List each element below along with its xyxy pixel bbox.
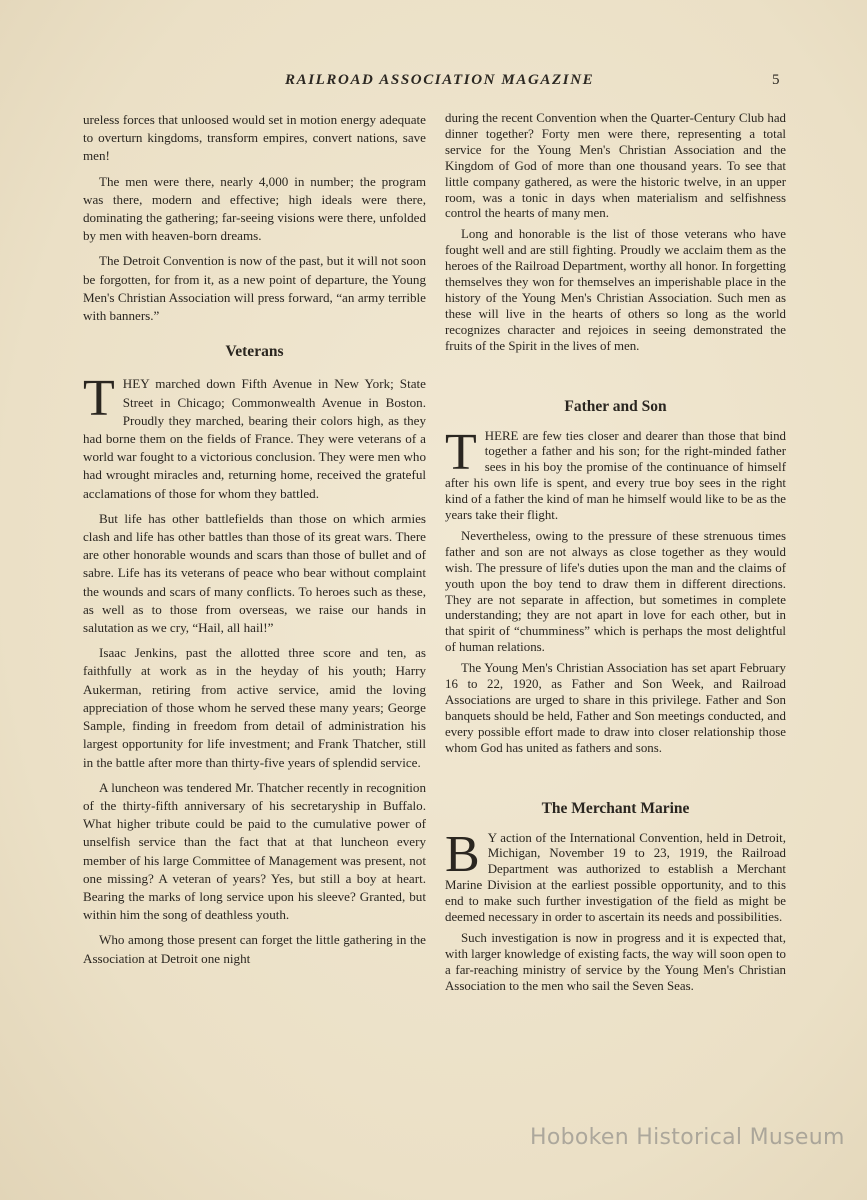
- right-column: [445, 111, 786, 1000]
- museum-watermark: Hoboken Historical Museum: [530, 1125, 845, 1150]
- veterans-opening-paragraph: [83, 370, 426, 502]
- page-number: 5: [772, 72, 780, 88]
- paragraph: ureless forces that unloosed would set in motion energy adequate to overturn kingdoms, transform empires, convert nations, save men!: [83, 112, 426, 164]
- paragraph: The Young Men's Christian Association has set apart February 16 to 22, 1920, as Father and Son Week, and Railroad Associations are urged to share in this privilege. Father and Son banquets should be held, Father and Son meetings conducted, and every possible effort made to draw into closer relationship those whom God has united as fathers and sons.: [445, 661, 786, 755]
- paragraph: Who among those present can forget the little gathering in the Association at Detroit one night: [83, 932, 426, 966]
- paragraph: Isaac Jenkins, past the allotted three score and ten, as faithfully at work as in the heyday of his youth; Harry Aukerman, retiring from active service, amid the loving appreciation of those whom he served these many years; George Sample, finding in freedom from detail of administration his largest opportunity for life investment; and Frank Thatcher, still in the battle after more than thirty-five years of splendid service.: [83, 645, 426, 770]
- paragraph-text: Y action of the International Convention, held in Detroit, Michigan, November 19 to 23, 1919, the Railroad Department was authorized to establish a Merchant Marine Division at the earliest possible opportunity, and to this end to make such further investigation of the field as might be deemed necessary in order to ascertain its needs and possibilities.: [445, 830, 786, 925]
- magazine-title: RAILROAD ASSOCIATION MAGAZINE: [285, 72, 595, 88]
- paragraph: Such investigation is now in progress and it is expected that, with larger knowledge of existing facts, the way will soon open to a far-reaching ministry of service by the Young Men's Christian Association to the men who sail the Seven Seas.: [445, 930, 786, 993]
- left-column: [83, 111, 426, 975]
- father-and-son-opening-paragraph: [445, 423, 786, 524]
- paragraph-text: HERE are few ties closer and dearer than those that bind together a father and his son; for the right-minded father sees in his boy the promise of the continuance of himself after his own life is spent, and every true boy sees in the right kind of a father the kind of man he himself would like to be as the years take their flight.: [445, 428, 786, 523]
- drop-cap: T: [83, 370, 115, 428]
- paragraph: during the recent Convention when the Quarter-Century Club had dinner together? Forty men were there, representing a total service for the Young Men's Christian Association and the Kingdom of God of more than one thousand years. To see that little company gathered, as were the historic twelve, in an upper room, was a tonic in days when materialism and selfishness control the hearts of many men.: [445, 111, 786, 221]
- paragraph: But life has other battlefields than those on which armies clash and life has other battles than those of its great wars. There are other honorable wounds and scars than those of bullet and of sabre. Life has its veterans of peace who bear without complaint the wounds and scars of many conflicts. To heroes such as these, as well as to those from overseas, we raise our hands in salutation as we cry, “Hail, all hail!”: [83, 510, 426, 636]
- veterans-heading: Veterans: [225, 343, 284, 361]
- paragraph: The men were there, nearly 4,000 in number; the program was there, modern and effective; high ideals were there, dominating the gathering; far-seeing visions were there, unfolded by men with heaven-born dreams.: [83, 173, 426, 244]
- drop-cap: B: [445, 825, 480, 883]
- merchant-marine-opening-paragraph: [445, 825, 786, 926]
- father-and-son-heading: Father and Son: [564, 397, 667, 415]
- drop-cap: T: [445, 423, 477, 481]
- paragraph: A luncheon was tendered Mr. Thatcher recently in recognition of the thirty-fifth anniversary of his secretaryship in Buffalo. What higher tribute could be paid to the cumulative power of unselfish service than the fact that at that luncheon every member of his large Committee of Management was present, not one missing? A veteran of years? Yes, but still a boy at heart. Bearing the marks of long service upon his sleeve? Granted, but within him the song of deathless youth.: [83, 779, 426, 923]
- running-header: [0, 72, 867, 94]
- merchant-marine-heading: The Merchant Marine: [541, 799, 690, 817]
- paragraph-text: HEY marched down Fifth Avenue in New York; State Street in Chicago; Commonwealth Avenue in Boston. Proudly they marched, bearing their colors high, as they had borne them on the fields of France. They were veterans of a world war fought to a victorious conclusion. They were men who had wrought miracles and, returning home, received the grateful acclamations of those for whom they battled.: [83, 376, 426, 501]
- paragraph: Long and honorable is the list of those veterans who have fought well and are still fighting. Proudly we acclaim them as the heroes of the Railroad Department, worthy all honor. In forgetting themselves they won for themselves an imperishable place in the history of the Young Men's Christian Association. Such men as these will live in the hearts of others so long as the world recognizes character and rejoices in seeing demonstrated the fruits of the Spirit in the lives of men.: [445, 227, 786, 353]
- paragraph: The Detroit Convention is now of the past, but it will not soon be forgotten, for from it, as a new point of departure, the Young Men's Christian Association will press forward, “an army terrible with banners.”: [83, 253, 426, 324]
- paragraph: Nevertheless, owing to the pressure of these strenuous times father and son are not always as close together as they would wish. The pressure of life's duties upon the man and the claims of youth upon the boy tend to draw them in different directions. They are not separate in affection, but sometimes in complete understanding; they are not apart in love for each other, but in that spirit of “chumminess” which is perhaps the most delightful of human relations.: [445, 528, 786, 655]
